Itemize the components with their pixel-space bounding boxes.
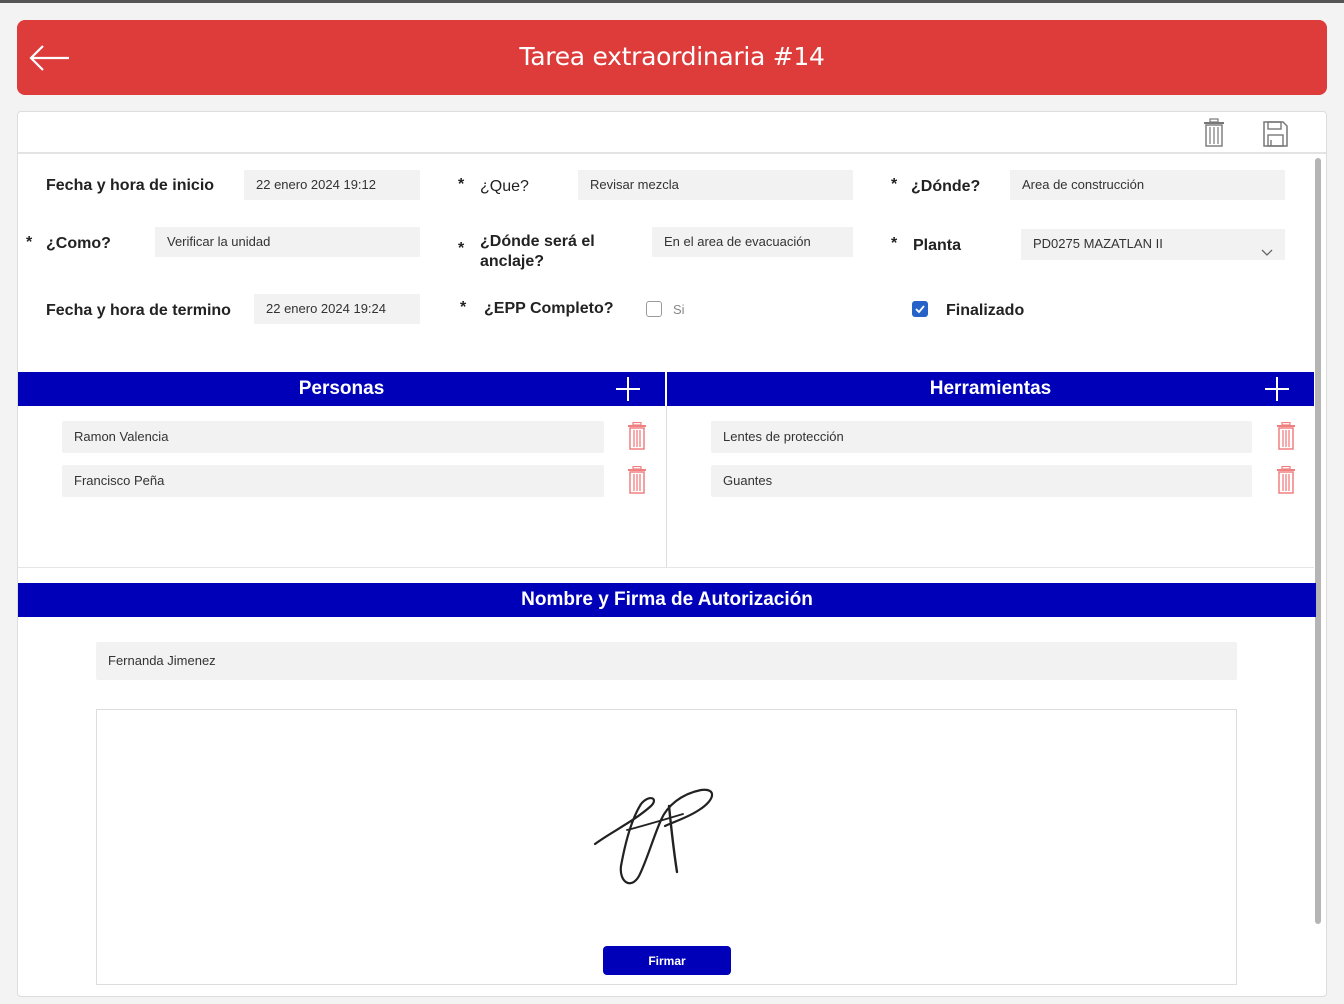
personas-title: Personas (298, 378, 385, 399)
planta-label: Planta (913, 237, 962, 254)
save-icon[interactable] (1261, 118, 1287, 148)
chevron-down-icon (1261, 238, 1273, 248)
anclaje-label-line2: anclaje? (480, 253, 545, 270)
personas-header (18, 372, 665, 406)
herramienta-item[interactable]: Lentes de protección (711, 421, 1252, 453)
toolbar (18, 112, 1326, 154)
persona-item[interactable]: Francisco Peña (62, 465, 604, 497)
delete-herramienta-trash-icon[interactable] (1276, 466, 1296, 494)
fecha-inicio-input[interactable]: 22 enero 2024 19:12 (244, 170, 420, 200)
finalizado-checkbox[interactable] (912, 301, 928, 317)
task-form-panel (17, 111, 1327, 997)
que-input[interactable]: Revisar mezcla (578, 170, 853, 200)
finalizado-label: Finalizado (946, 302, 1025, 319)
section-divider (18, 567, 1314, 568)
sign-button[interactable]: Firmar (603, 946, 731, 975)
donde-input[interactable]: Area de construcción (1010, 170, 1285, 200)
epp-option-label: Si (673, 302, 685, 317)
fecha-inicio-label: Fecha y hora de inicio (46, 177, 215, 194)
autorizacion-header (18, 583, 1316, 617)
herramienta-item[interactable]: Guantes (711, 465, 1252, 497)
add-persona-plus-icon[interactable] (614, 375, 642, 403)
que-label: ¿Que? (480, 178, 529, 195)
signature-drawing (591, 786, 721, 890)
planta-dropdown[interactable] (1021, 229, 1285, 260)
required-marker: * (891, 176, 898, 193)
signature-pad[interactable] (96, 709, 1237, 985)
required-marker: * (458, 240, 465, 257)
herramientas-header (667, 372, 1314, 406)
delete-persona-trash-icon[interactable] (627, 422, 647, 450)
required-marker: * (26, 234, 33, 251)
required-marker: * (458, 176, 465, 193)
required-marker: * (460, 299, 467, 316)
anclaje-label-line1: ¿Dónde será el (480, 233, 595, 250)
anclaje-input[interactable]: En el area de evacuación (652, 227, 853, 257)
persona-item[interactable]: Ramon Valencia (62, 421, 604, 453)
scrollbar[interactable] (1315, 158, 1321, 924)
checkmark-icon (913, 302, 927, 316)
epp-checkbox[interactable] (646, 301, 662, 317)
epp-label: ¿EPP Completo? (484, 300, 614, 317)
autorizacion-title: Nombre y Firma de Autorización (521, 589, 813, 610)
autorizacion-name-input[interactable]: Fernanda Jimenez (96, 642, 1237, 680)
fecha-termino-label: Fecha y hora de termino (46, 302, 231, 319)
page-title: Tarea extraordinaria #14 (519, 42, 825, 71)
como-input[interactable]: Verificar la unidad (155, 227, 420, 257)
donde-label: ¿Dónde? (911, 178, 981, 195)
delete-herramienta-trash-icon[interactable] (1276, 422, 1296, 450)
app-header (17, 20, 1327, 95)
planta-selected-value: PD0275 MAZATLAN II (1033, 236, 1163, 251)
como-label: ¿Como? (46, 235, 111, 252)
add-herramienta-plus-icon[interactable] (1263, 375, 1291, 403)
herramientas-title: Herramientas (929, 378, 1052, 399)
required-marker: * (891, 235, 898, 252)
trash-icon[interactable] (1201, 118, 1227, 148)
fecha-termino-input[interactable]: 22 enero 2024 19:24 (254, 294, 420, 324)
section-divider (666, 406, 667, 568)
delete-persona-trash-icon[interactable] (627, 466, 647, 494)
